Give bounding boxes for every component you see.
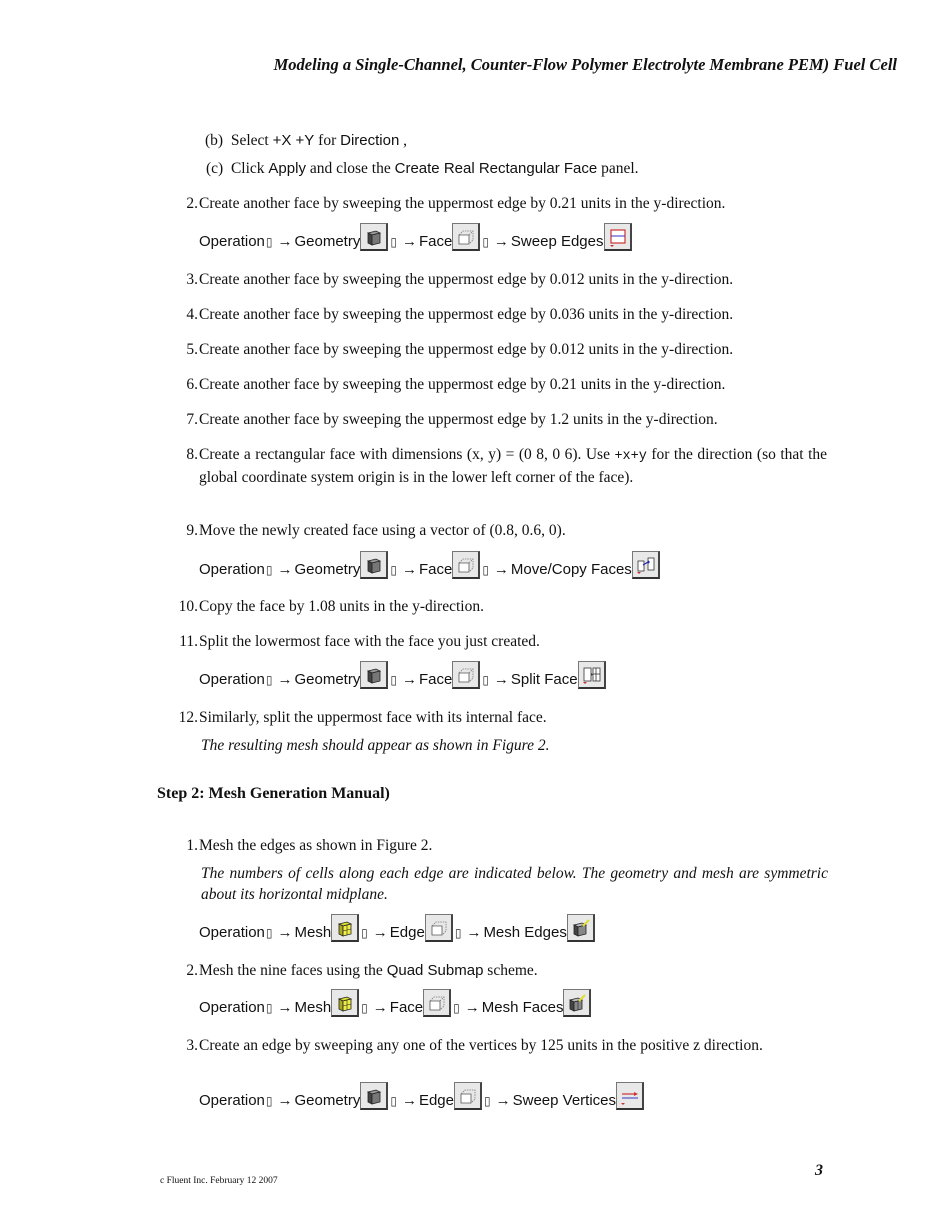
face-icon[interactable] [452, 551, 480, 579]
cube-icon[interactable] [360, 223, 388, 251]
step-text: Mesh the nine faces using the Quad Submap scheme. [199, 962, 538, 979]
mesh-cube-icon[interactable] [331, 989, 359, 1017]
step-text: Mesh the edges as shown in Figure 2. [199, 837, 433, 854]
menu-path-mesh-edges: Operation ▯ → Mesh ▯ → Edge ▯ → Mesh Edges [199, 912, 596, 942]
step-text: Create another face by sweeping the uppermost edge by 0.21 units in the y-direction. [199, 376, 726, 393]
apply-button-name: Apply [268, 160, 306, 177]
step-text: Similarly, split the uppermost face with its internal face. [199, 709, 547, 726]
menu-path-mesh-faces: Operation ▯ → Mesh ▯ → Face ▯ → Mesh Faces [199, 987, 592, 1017]
figure-note: The resulting mesh should appear as shown in Figure 2. [201, 737, 550, 754]
step-text: Copy the face by 1.08 units in the y-direction. [199, 598, 484, 615]
page-header: Modeling a Single-Channel, Counter-Flow Polymer Electrolyte Membrane PEM) Fuel Cell [273, 55, 897, 74]
substep-b: (b) Select +X +Y for Direction , [205, 132, 408, 149]
menu-path-split-face: Operation ▯ → Geometry ▯ → Face ▯ → Split Face [199, 659, 607, 689]
step-text: Create another face by sweeping the uppermost edge by 0.21 units in the y-direction. [199, 195, 726, 212]
direction-code: +x+y [614, 449, 647, 464]
step-text: Create another face by sweeping the uppermost edge by 0.012 units in the y-direction. [199, 271, 734, 288]
mesh-faces-icon[interactable] [563, 989, 591, 1017]
substep-c: (c) Click Apply and close the Create Real Rectangular Face panel. [206, 160, 639, 177]
step-text: Create an edge by sweeping any one of the vertices by 125 units in the positive z direction. [199, 1037, 763, 1054]
menu-path-sweep-edges: Operation ▯ → Geometry ▯ → Face ▯ → Sweep Edges [199, 221, 633, 251]
step-text: Create another face by sweeping the uppermost edge by 1.2 units in the y-direction. [199, 411, 718, 428]
cube-icon[interactable] [360, 1082, 388, 1110]
face-icon[interactable] [423, 989, 451, 1017]
mesh-cube-icon[interactable] [331, 914, 359, 942]
section-heading: Step 2: Mesh Generation Manual) [157, 785, 390, 802]
substep-label: (b) [205, 132, 224, 149]
cube-icon[interactable] [360, 551, 388, 579]
sweep-vertices-icon[interactable] [616, 1082, 644, 1110]
step-text: Split the lowermost face with the face you just created. [199, 633, 540, 650]
mesh-edges-icon[interactable] [567, 914, 595, 942]
mesh-note: The numbers of cells along each edge are indicated below. The geometry and mesh are symmetric about its horizontal midplane. [201, 865, 828, 903]
step-text: Create another face by sweeping the uppermost edge by 0.012 units in the y-direction. [199, 341, 734, 358]
face-icon[interactable] [452, 661, 480, 689]
sweep-edges-icon[interactable] [604, 223, 632, 251]
menu-path-move-copy-faces: Operation ▯ → Geometry ▯ → Face ▯ → Move/Copy Faces [199, 549, 661, 579]
edge-icon[interactable] [454, 1082, 482, 1110]
panel-name: Create Real Rectangular Face [394, 160, 598, 177]
scheme-name: Quad Submap [386, 962, 484, 979]
menu-path-sweep-vertices: Operation ▯ → Geometry ▯ → Edge ▯ → Sweep Vertices [199, 1080, 645, 1110]
copyright-footer: c Fluent Inc. February 12 2007 [160, 1176, 278, 1186]
cube-icon[interactable] [360, 661, 388, 689]
move-copy-icon[interactable] [632, 551, 660, 579]
step-text: Move the newly created face using a vector of (0.8, 0.6, 0). [199, 522, 566, 539]
step-text: Create another face by sweeping the uppermost edge by 0.036 units in the y-direction. [199, 306, 734, 323]
face-icon[interactable] [452, 223, 480, 251]
direction-field-name: Direction [340, 132, 400, 149]
page-number: 3 [815, 1162, 823, 1179]
operation-label: Operation [199, 233, 265, 250]
edge-icon[interactable] [425, 914, 453, 942]
step-text: Create a rectangular face with dimensions (x, y) = (0 8, 0 6). Use +x+y for the direction (so that the global coordinate system origin is in the lower left corner of the face). [199, 446, 828, 486]
split-face-icon[interactable] [578, 661, 606, 689]
direction-value: +X +Y [272, 132, 315, 149]
